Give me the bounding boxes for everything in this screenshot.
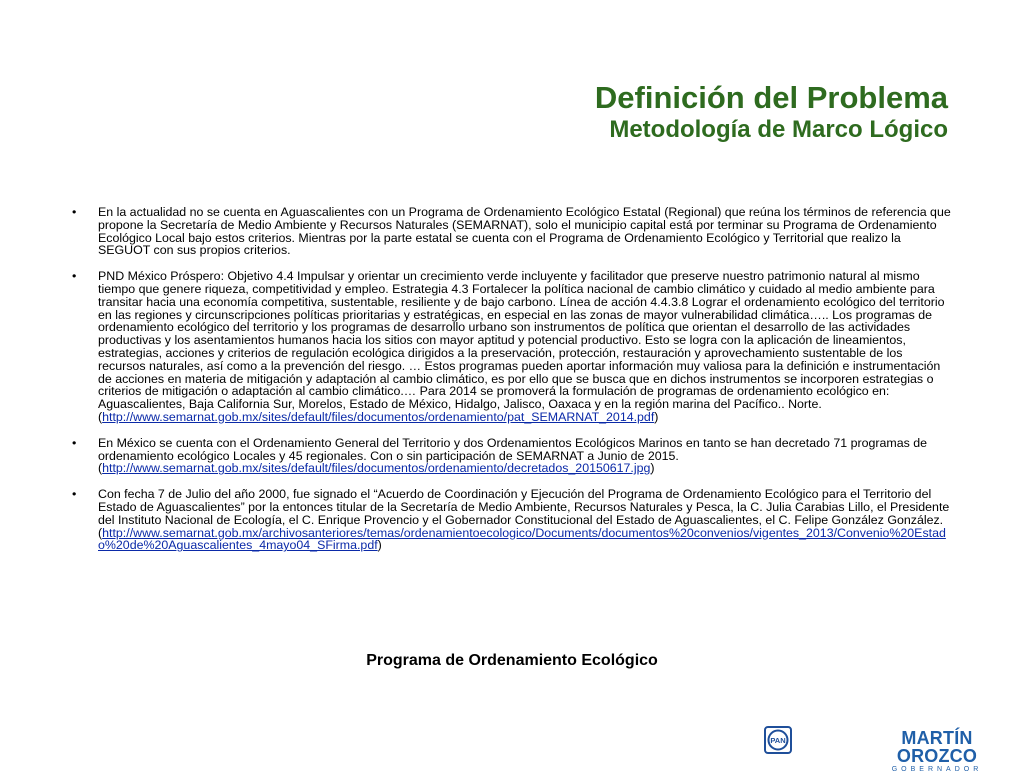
bullet-text: Con fecha 7 de Julio del año 2000, fue signado el “Acuerdo de Coordinación y Ejecución del Programa de Ordenamiento Ecológico para el Territorio del Estado de Aguascalientes” por la entonces titular de la Secretaría de Medio Ambiente, Recursos Naturales y Pesca, la C. Julia Carabias Lillo, el Presidente del Instituto Nacional de Ecología, el C. Enrique Provencio y el Gobernador Constitucional del Estado de Aguascalientes, el C. Felipe González González. ( — [98, 487, 950, 540]
pan-party-logo — [764, 726, 792, 754]
link-convenio-aguascalientes[interactable]: http://www.semarnat.gob.mx/archivosanteriores/temas/ordenamientoecologico/Documents/documentos%20convenios/vigentes_2013/Convenio%20Estado%20de%20Aguascalientes_4mayo04_SFirma.pdf — [98, 525, 946, 553]
link-decretados-2015[interactable]: http://www.semarnat.gob.mx/sites/default/files/documentos/ordenamiento/decretados_20150617.jpg — [102, 461, 651, 476]
bullet-text: PND México Próspero: Objetivo 4.4 Impulsar y orientar un crecimiento verde incluyente y facilitador que preserve nuestro patrimonio natural al mismo tiempo que genere riqueza, competitividad y empleo. Estrategia 4.3 Fortalecer la política nacional de cambio climático y cuidado al medio ambiente para transitar hacia una economía competitiva, sustentable, resiliente y de bajo carbono. Línea de acción 4.4.3.8 Lograr el ordenamiento ecológico del territorio en las regiones y circunscripciones políticas prioritarias y estratégicas, en especial en las zonas de mayor vulnerabilidad climática….. Los programas de ordenamiento ecológico del territorio y los programas de desarrollo urbano son instrumentos de política que orientan el desarrollo de las actividades productivas y los asentamientos humanos hacia los sitios con mayor aptitud y potencial productivo. Esto se logra con la aplicación de lineamientos, estrategias, acciones y criterios de regulación ecológica dirigidos a la preservación, protección, restauración y aprovechamiento sustentable de los recursos naturales, así como a la prevención del riesgo. … Estos programas pueden aportar información muy valiosa para la definición e instrumentación de acciones en materia de mitigación y adaptación al cambio climático, es por ello que se busca que en dichos instrumentos se incorporen estrategias o criterios de mitigación o adaptación al cambio climático.… Para 2014 se promoverá la formulación de programas de ordenamiento ecológico en: Aguascalientes, Baja California Sur, Morelos, Estado de México, Hidalgo, Jalisco, Oaxaca y en la región marina del Pacífico.. Norte.( — [98, 269, 945, 424]
bullet-list — [72, 206, 952, 552]
bullet-item-2 — [72, 270, 952, 424]
content-body — [72, 206, 952, 565]
bullet-item-4 — [72, 488, 952, 552]
bullet-text-close: ) — [377, 538, 382, 553]
bullet-text-close: ) — [650, 461, 655, 476]
bullet-item-1 — [72, 206, 952, 257]
page-title: Definición del Problema — [594, 80, 948, 115]
bullet-text: En México se cuenta con el Ordenamiento General del Territorio y dos Ordenamientos Ecológicos Marinos en tanto se han decretado 71 programas de ordenamiento ecológico Locales y 45 regionales. Con o sin participación de SEMARNAT a Junio de 2015. ( — [98, 435, 928, 476]
brand-logo — [862, 729, 1012, 774]
bullet-marker: • — [72, 205, 77, 219]
title-block — [595, 80, 948, 144]
bullet-marker: • — [72, 269, 77, 284]
bullet-text-close: ) — [654, 409, 659, 424]
page-subtitle: Metodología de Marco Lógico — [609, 116, 948, 143]
bullet-marker: • — [72, 435, 77, 450]
link-pat-semarnat-2014[interactable]: http://www.semarnat.gob.mx/sites/default/files/documentos/ordenamiento/pat_SEMARNAT_2014.pdf — [102, 409, 655, 424]
pan-logo-text: PAN — [770, 736, 786, 745]
brand-name: MARTÍN OROZCO — [896, 728, 978, 766]
section-heading: Programa de Ordenamiento Ecológico — [366, 652, 658, 669]
brand-role: GOBERNADOR — [891, 766, 983, 773]
bullet-text: En la actualidad no se cuenta en Aguascalientes con un Programa de Ordenamiento Ecológico Estatal (Regional) que reúna los términos de referencia que propone la Secretaría de Medio Ambiente y Recursos Naturales (SEMARNAT), solo el municipio capital está por terminar su Programa de Ordenamiento Ecológico Local bajo estos criterios. Mientras por la parte estatal se cuenta con el Programa de Ordenamiento Ecológico y Territorial que realizo la SEGUOT con sus propios criterios. — [98, 205, 951, 258]
bullet-marker: • — [72, 487, 77, 502]
bullet-item-3 — [72, 437, 952, 475]
